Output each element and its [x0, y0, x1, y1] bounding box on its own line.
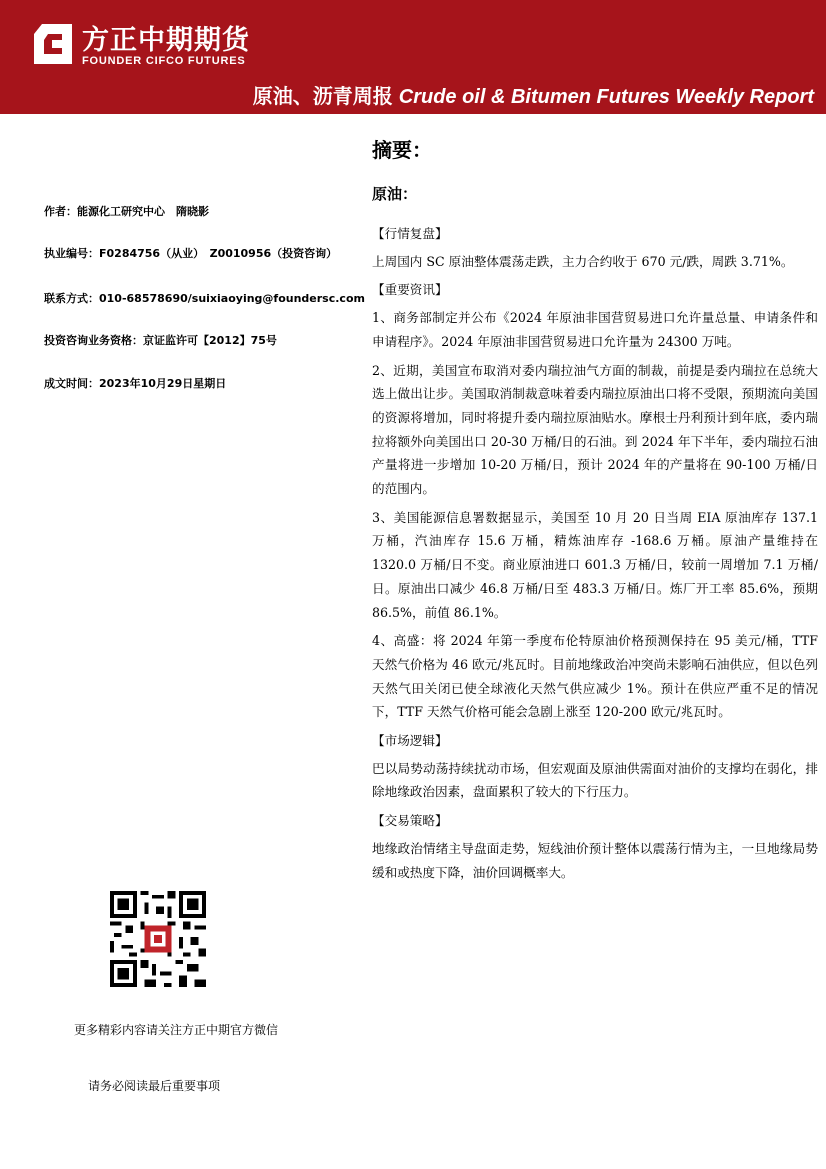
summary-body: [372, 222, 818, 889]
license-line: 执业编号：F0284756（从业） Z0010956（投资咨询）: [44, 247, 338, 260]
market-review-text: 上周国内 SC 原油整体震荡走跌，主力合约收于 670 元/跌，周跌 3.71%。: [372, 253, 794, 269]
market-logic-text: 巴以局势动荡持续扰动市场，但宏观面及原油供需面对油价的支撑均在弱化，排除地缘政治因素，盘面累积了较大的下行压力。: [372, 760, 818, 800]
qualification-line: 投资咨询业务资格：京证监许可【2012】75号: [44, 334, 277, 347]
report-title-cn: 原油、沥青周报: [252, 84, 393, 108]
qr-caption: 更多精彩内容请关注方正中期官方微信: [74, 1023, 279, 1037]
news-item-1: 1、商务部制定并公布《2024 年原油非国营贸易进口允许量总量、申请条件和申请程序》。2024 年原油非国营贸易进口允许量为 24300 万吨。: [372, 310, 818, 349]
news-item-4: 4、高盛：将 2024 年第一季度布伦特原油价格预测保持在 95 美元/桶，TTF 天然气价格为 46 欧元/兆瓦时。目前地缘政治冲突尚未影响石油供应，但以色列天然气田关闭已使全球液化天然气供应减少 1%。预计在供应严重不足的情况下，TTF 天然气价格可能会急剧上涨至 120-200 欧元/兆瓦时。: [372, 633, 818, 720]
brand-name-en: FOUNDER CIFCO FUTURES: [82, 55, 246, 67]
news-item-3: 3、美国能源信息署数据显示，美国至 10 月 20 日当周 EIA 原油库存 137.1 万桶，汽油库存 15.6 万桶，精炼油库存 -168.6 万桶。原油产量维持在 1320.0 万桶/日不变。商业原油进口 601.3 万桶/日，较前一周增加 7.1 万桶/日。原油出口减少 46.8 万桶/日至 483.3 万桶/日。炼厂开工率 85.6%，预期 86.5%，前值 86.1%。: [372, 509, 818, 620]
author-line: 作者：能源化工研究中心 隋晓影: [44, 205, 209, 218]
market-review-heading: 【行情复盘】: [372, 226, 448, 241]
contact-line: 联系方式：010-68578690/suixiaoying@foundersc.com: [44, 292, 365, 305]
report-header: [0, 0, 826, 114]
founder-logo-icon: [34, 24, 72, 64]
disclaimer-note: 请务必阅读最后重要事项: [88, 1079, 221, 1093]
news-heading: 【重要资讯】: [372, 282, 448, 298]
wechat-qr-code-icon: [110, 891, 206, 987]
brand-name-cn: 方正中期期货: [82, 25, 250, 56]
news-item-2: 2、近期，美国宣布取消对委内瑞拉油气方面的制裁，前提是委内瑞拉在总统大选上做出让步。美国取消制裁意味着委内瑞拉原油出口将不受限，预期流向美国的资源将增加，同时将提升委内瑞拉原油贴水。摩根士丹利预计到年底，委内瑞拉将额外向美国出口 20-30 万桶/日的石油。到 2024 年下半年，委内瑞拉石油产量将进一步增加 10-20 万桶/日，预计 2024 年的产量将在 90-100 万桶/日的范围内。: [372, 362, 818, 497]
strategy-heading: 【交易策略】: [372, 813, 448, 829]
date-line: 成文时间：2023年10月29日星期日: [44, 377, 227, 390]
report-title: [253, 80, 814, 109]
market-logic-heading: 【市场逻辑】: [372, 733, 448, 749]
report-title-en: Crude oil & Bitumen Futures Weekly Report: [398, 86, 814, 108]
section-title-crude: 原油：: [372, 185, 418, 203]
summary-title: 摘要：: [372, 138, 432, 162]
strategy-text: 地缘政治情绪主导盘面走势，短线油价预计整体以震荡行情为主，一旦地缘局势缓和或热度下降，油价回调概率大。: [372, 840, 818, 880]
